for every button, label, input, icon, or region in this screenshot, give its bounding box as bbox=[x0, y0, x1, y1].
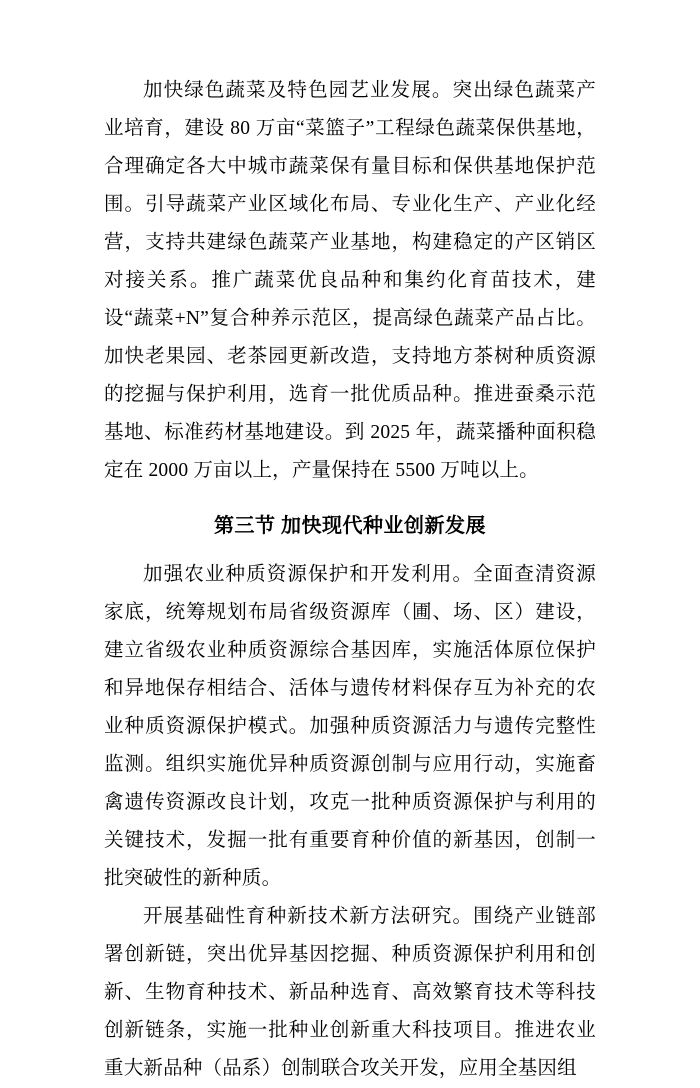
document-body bbox=[104, 72, 596, 1088]
section-heading-seed-industry: 第三节 加快现代种业创新发展 bbox=[214, 515, 486, 537]
paragraph-germplasm-resources: 加强农业种质资源保护和开发利用。全面查清资源家底，统筹规划布局省级资源库（圃、场、区）建设，建立省级农业种质资源综合基因库，实施活体原位保护和异地保存相结合、活体与遗传材料保存互为补充的农业种质资源保护模式。加强种质资源活力与遗传完整性监测。组织实施优异种质资源创制与应用行动，实施畜禽遗传资源改良计划，攻克一批种质资源保护与利用的关键技术，发掘一批有重要育种价值的新基因，创制一批突破性的新种质。 bbox=[104, 564, 596, 889]
paragraph-breeding-technology: 开展基础性育种新技术新方法研究。围绕产业链部署创新链，突出优异基因挖掘、种质资源保护利用和创新、生物育种技术、新品种选育、高效繁育技术等科技创新链条，实施一批种业创新重大科技项目。推进农业重大新品种（品系）创制联合攻关开发，应用全基因组 bbox=[104, 906, 596, 1079]
paragraph-vegetable-industry: 加快绿色蔬菜及特色园艺业发展。突出绿色蔬菜产业培育，建设 80 万亩“菜篮子”工程绿色蔬菜保供基地，合理确定各大中城市蔬菜保有量目标和保供基地保护范围。引导蔬菜产业区域化布局、专业化生产、产业化经营，支持共建绿色蔬菜产业基地，构建稳定的产区销区对接关系。推广蔬菜优良品种和集约化育苗技术，建设“蔬菜+N”复合种养示范区，提高绿色蔬菜产品占比。加快老果园、老茶园更新改造，支持地方茶树种质资源的挖掘与保护利用，选育一批优质品种。推进蚕桑示范基地、标准药材基地建设。到 2025 年，蔬菜播种面积稳定在 2000 万亩以上，产量保持在 5500 万吨以上。 bbox=[104, 80, 596, 481]
